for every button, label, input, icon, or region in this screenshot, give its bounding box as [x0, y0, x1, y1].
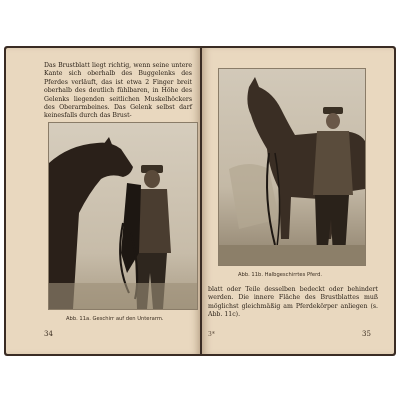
photo-horse-bridle [48, 122, 198, 310]
photo-half-harnessed-horse-image [219, 69, 365, 265]
left-photo-caption: Abb. 11a. Geschirr auf den Unterarm. [66, 316, 164, 322]
photo-half-harnessed-horse [218, 68, 366, 266]
right-page-number: 35 [362, 330, 371, 338]
right-page-paragraph: blatt oder Teile desselben bedeckt oder behindert werden. Die innere Fläche des Brustblattes muß möglichst gleichmäßig am Pferdekörper anliegen (s. Abb. 11c). [208, 286, 378, 319]
signature-mark: 3* [208, 331, 215, 338]
left-page-paragraph: Das Brustblatt liegt richtig, wenn seine untere Kante sich oberhalb des Buggelenks des Pferdes verläuft, das ist etwa 2 Finger breit oberhalb des deutlich fühlbaren, in Höhe des Gelenks liegenden seitlichen Muskelhöckers des Oberarmbeines. Das Gelenk selbst darf keinesfalls durch das Brust- [44, 62, 192, 120]
left-page-number: 34 [44, 330, 53, 338]
photo-horse-bridle-image [49, 123, 197, 309]
right-photo-caption: Abb. 11b. Halbgeschirrtes Pferd. [238, 272, 323, 278]
left-page [6, 48, 200, 354]
right-page [202, 48, 394, 354]
